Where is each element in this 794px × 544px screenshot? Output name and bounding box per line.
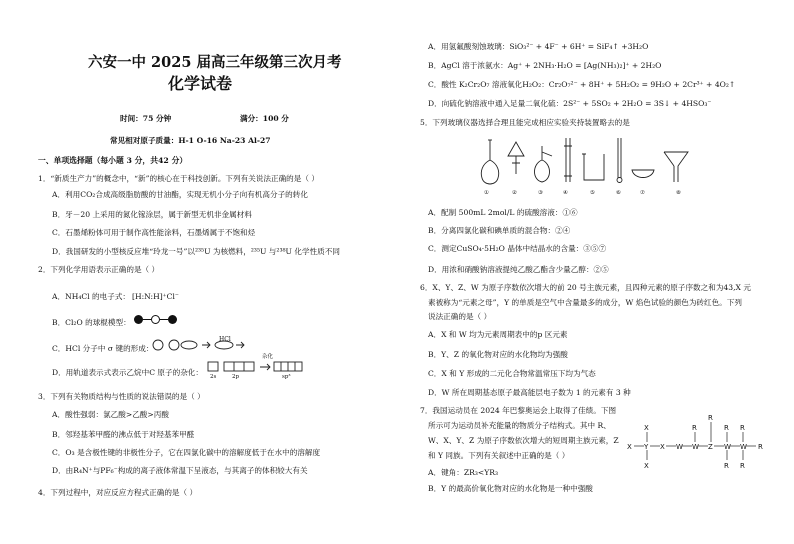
q1-option-b: B．牙－20 上采用的氮化镓涂层，属于新型无机非金属材料 (52, 210, 252, 219)
section-heading: 一、单项选择题（每小题 3 分，共42 分） (38, 156, 188, 165)
glass-label-7: ⑦ (640, 190, 645, 196)
svg-text:X: X (644, 424, 649, 432)
q1-option-d: D．我国研发的小型核反应堆“玲龙一号”以²³⁵U 为核燃料，²³⁵U 与²³⁸U 化学性质不同 (52, 247, 340, 256)
q6-stem-line2: 素被称为“元素之母”，Y 的单质是空气中含量最多的成分，W 焰色试验的颜色为砖红色。下列 (428, 298, 742, 307)
svg-text:R: R (740, 462, 745, 470)
atomic-masses: 常见相对原子质量：H-1 O-16 Na-23 Al-27 (110, 136, 271, 145)
q6-option-d: D．W 所在周期基态原子最高能层电子数为 1 的元素有 3 种 (428, 388, 631, 397)
svg-text:W: W (724, 443, 731, 451)
q5-option-b: B．分离四氯化碳和碘单质的混合物：②④ (428, 226, 571, 235)
svg-text:X: X (627, 443, 632, 451)
q7-option-b: B．Y 的最高价氧化物对应的水化物是一种中强酸 (428, 484, 593, 493)
q4-option-b: B．AgCl 溶于浓氨水：Ag⁺ + 2NH₃·H₂O = [Ag(NH₃)₂]⁺ + 2H₂O (428, 61, 662, 70)
orbital-sp3-label: sp³ (282, 374, 291, 380)
q4-option-d: D．向硫化钠溶液中通入足量二氧化硫：2S²⁻ + 5SO₂ + 2H₂O = 3S↓ + 4HSO₃⁻ (428, 99, 712, 108)
q4-option-a: A．用氢氟酸刻蚀玻璃：SiO₃²⁻ + 4F⁻ + 6H⁺ = SiF₄↑ +3H₂O (428, 42, 649, 51)
svg-text:W: W (692, 443, 699, 451)
glass-label-2: ② (512, 190, 517, 196)
ball-stick-model (134, 314, 177, 324)
q7-option-a: A．键角：ZR₃<YR₃ (428, 468, 499, 477)
q6-stem-line1: 6．X、Y、Z、W 为原子序数依次增大的前 20 号主族元素，且四种元素的原子序数之和为43,X 元 (420, 283, 751, 292)
q2-option-a: A．NH₄Cl 的电子式： (52, 292, 131, 301)
q7-stem-line2: 所示可为运动员补充能量的物质分子结构式。其中 R、 (428, 421, 611, 430)
glassware-figure (476, 136, 698, 194)
q1-option-a: A．利用CO₂合成高级脂肪酸的甘油酯，实现无机小分子向有机高分子的转化 (52, 190, 308, 199)
q3-stem: 3．下列有关物质结构与性质的说法错误的是（ ） (38, 392, 205, 401)
glass-label-5: ⑤ (590, 190, 595, 196)
glass-label-8: ⑧ (676, 190, 681, 196)
q3-option-d: D．由R₄N⁺与PF₆⁻构成的离子液体常温下呈液态，与其离子的体积较大有关 (52, 466, 308, 475)
q6-option-b: B．Y、Z 的氧化物对应的水化物均为强酸 (428, 350, 568, 359)
orbital-2p-label: 2p (232, 374, 240, 380)
svg-text:R: R (740, 424, 745, 432)
q5-option-d: D．用浓和硝酸钠溶液提纯乙酸乙酯含少量乙醇：②⑤ (428, 265, 609, 274)
glass-label-3: ③ (538, 190, 543, 196)
q3-option-b: B．邻羟基苯甲醛的沸点低于对羟基苯甲醛 (52, 430, 195, 439)
q1-stem: 1．“新质生产力”的概念中，“新”的核心在于科技创新。下列有关说法正确的是（ ） (38, 174, 319, 183)
svg-text:R: R (708, 414, 713, 422)
svg-text:R: R (692, 424, 697, 432)
q6-option-a: A．X 和 W 均为元素周期表中的p 区元素 (428, 330, 568, 339)
subject-title: 化学试卷 (168, 74, 233, 93)
svg-text:Y: Y (644, 443, 649, 451)
svg-text:Z: Z (708, 443, 713, 451)
q2-option-c: C．HCl 分子中 σ 键的形成： (52, 344, 154, 353)
exam-time: 时间：75 分钟 (120, 114, 172, 123)
svg-text:R: R (724, 424, 729, 432)
svg-text:X: X (644, 462, 649, 470)
q2-stem: 2．下列化学用语表示正确的是（ ） (38, 265, 160, 274)
q7-structural-formula (622, 398, 778, 484)
svg-text:R: R (758, 443, 763, 451)
q3-option-a: A．酸性强弱：氯乙酸>乙酸>丙酸 (52, 410, 169, 419)
q2-option-d: D．用轨道表示式表示乙烷中C 原子的杂化： (52, 368, 203, 377)
svg-text:W: W (676, 443, 683, 451)
q5-option-a: A．配制 500mL 2mol/L 的硫酸溶液：①⑥ (428, 208, 578, 217)
svg-text:R: R (724, 462, 729, 470)
glass-label-4: ④ (563, 190, 568, 196)
q2-option-b: B．Cl₂O 的球棍模型： (52, 318, 131, 327)
q6-stem-line3: 说法正确的是（ ） (428, 312, 492, 321)
q3-option-c: C．O₃ 是含极性键的非极性分子，它在四氯化碳中的溶解度低于在水中的溶解度 (52, 448, 321, 457)
svg-text:W: W (740, 443, 747, 451)
q5-option-c: C．测定CuSO₄·5H₂O 晶体中结晶水的含量：③⑤⑦ (428, 244, 607, 253)
q4-option-c: C．酸性 K₂Cr₂O₇ 溶液氧化H₂O₂：Cr₂O₇²⁻ + 8H⁺ + 5H₂O₂ = 9H₂O + 2Cr³⁺ + 4O₂↑ (428, 80, 736, 89)
q5-stem: 5．下列玻璃仪器选择合理且能完成相应实验夹持装置略去的是 (420, 118, 630, 127)
q7-stem-line1: 7．我国运动员在 2024 年巴黎奥运会上取得了佳绩。下图 (420, 406, 617, 415)
orbital-2s-label: 2s (210, 374, 217, 380)
q6-option-c: C．X 和 Y 形成的二元化合物常温常压下均为气态 (428, 369, 596, 378)
svg-text:X: X (660, 443, 665, 451)
q1-option-c: C．石墨烯粉体可用于制作高性能涂料，石墨烯属于不饱和烃 (52, 228, 256, 237)
orbital-diagram (206, 360, 306, 374)
q7-stem-line3: W、X、Y、Z 为原子序数依次增大的短周期主族元素，Z (428, 436, 619, 445)
nh4cl-electron-formula: [H:N:H]⁺Cl⁻ (132, 292, 179, 301)
exam-score: 满分：100 分 (240, 114, 289, 123)
glass-label-1: ① (484, 190, 489, 196)
hcl-label: HCl (219, 336, 231, 343)
exam-title: 六安一中 2025 届高三年级第三次月考 (88, 54, 342, 71)
hcl-sigma-bond-diagram (152, 336, 252, 354)
glass-label-6: ⑥ (616, 190, 621, 196)
q4-stem: 4．下列过程中，对应反应方程式正确的是（ ） (38, 488, 198, 497)
q7-stem-line4: 和 Y 同族。下列有关叙述中正确的是（ ） (428, 451, 570, 460)
hybrid-label: 杂化 (262, 354, 274, 360)
